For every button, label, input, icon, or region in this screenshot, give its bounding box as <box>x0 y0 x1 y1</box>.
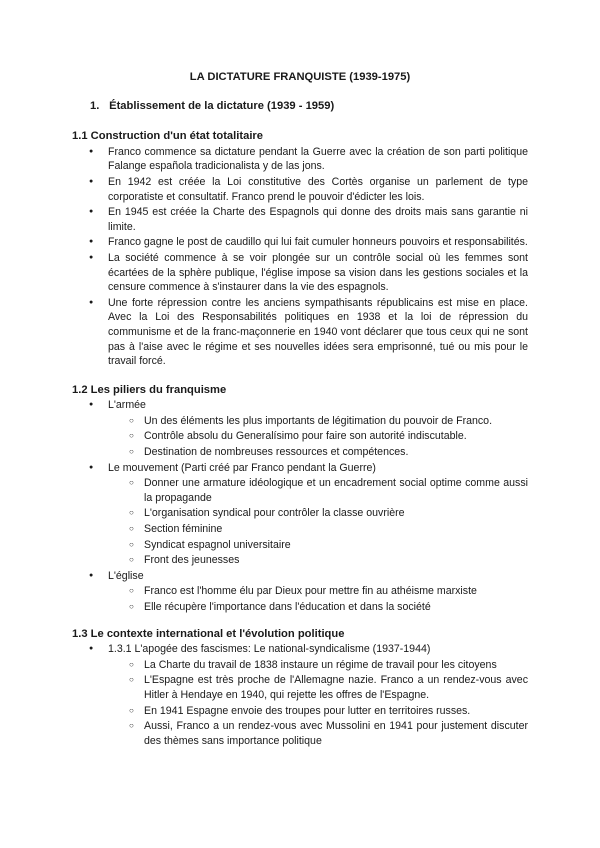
list-item: ○ Syndicat espagnol universitaire <box>72 538 528 553</box>
subsection-1-3-1-label: 1.3.1 L'apogée des fascismes: Le national-syndicalisme (1937-1944) <box>108 643 431 656</box>
list-item: ○ Aussi, Franco a un rendez-vous avec Mussolini en 1941 pour justement discuter des thèmes sans importance politique <box>72 719 528 748</box>
section-1-number: 1. <box>90 99 100 112</box>
list-item: ○ Donner une armature idéologique et un encadrement social optime comme aussi la propagande <box>72 476 528 505</box>
list-item: ○ L'Espagne est très proche de l'Allemagne nazie. Franco a un rendez-vous avec Hitler à Hendaye en 1940, qui rejette les offres de l'Espagne. <box>72 673 528 702</box>
list-item: ● Une forte répression contre les anciens sympathisants républicains est mise en place. Avec la Loi des Responsabilités politiques en 1938 et la loi de répression du communisme et de la franc-maçonnerie en 1940 vont déclarer que tous ceux qui ne sont pas à l'aise avec le régime et ses nouvelles idées sera emprisonné, tué ou mis pour le travail forcé. <box>72 296 528 369</box>
document-title: LA DICTATURE FRANQUISTE (1939-1975) <box>189 71 411 83</box>
pillar-church <box>72 569 528 615</box>
list-item: ● En 1942 est créée la Loi constitutive des Cortès organise un parlement de type corporatiste et consultatif. Franco prend le pouvoir d'édicter les lois. <box>72 175 528 204</box>
list-item: ● Franco commence sa dictature pendant la Guerre avec la création de son parti politique Falange española tradicionalista y de las jons. <box>72 145 528 174</box>
list-item: ○ Destination de nombreuses ressources et compétences. <box>72 445 528 460</box>
list-item: ○ La Charte du travail de 1838 instaure un régime de travail pour les citoyens <box>72 658 528 673</box>
section-1-title: Établissement de la dictature (1939 - 1959) <box>109 99 335 112</box>
pillar-church-list <box>108 584 528 614</box>
pillar-movement <box>72 461 528 568</box>
section-1-heading <box>90 99 528 114</box>
list-item: ● En 1945 est créée la Charte des Espagnols qui donne des droits mais sans garantie ni limite. <box>72 205 528 234</box>
list-item: ● Franco gagne le post de caudillo qui lui fait cumuler honneurs pouvoirs et responsabilités. <box>72 235 528 250</box>
pillar-movement-list <box>108 476 528 568</box>
subsection-1-1-heading: 1.1 Construction d'un état totalitaire <box>72 130 264 143</box>
list-item: ● La société commence à se voir plongée sur un contrôle social où les femmes sont écartées de la sphère publique, l'église impose sa vision dans les gestions sociales et la censure commence à s'instaurer dans la vie des espagnols. <box>72 251 528 295</box>
subsection-1-2-heading: 1.2 Les piliers du franquisme <box>72 383 227 396</box>
list-item: ○ Franco est l'homme élu par Dieux pour mettre fin au athéisme marxiste <box>72 584 528 599</box>
subsection-1-3-1 <box>72 642 528 748</box>
list-item: ○ Elle récupère l'importance dans l'éducation et dans la société <box>72 600 528 615</box>
pillar-movement-label: Le mouvement (Parti créé par Franco pendant la Guerre) <box>108 461 376 474</box>
subsection-1-3-heading: 1.3 Le contexte international et l'évolution politique <box>72 627 345 640</box>
subsection-1-2-list <box>72 398 528 614</box>
subsection-1-1-list <box>72 145 528 369</box>
list-item: ○ En 1941 Espagne envoie des troupes pour lutter en territoires russes. <box>72 704 528 719</box>
list-item: ○ Contrôle absolu du Generalísimo pour faire son autorité indiscutable. <box>72 429 528 444</box>
list-item: ○ Section féminine <box>72 522 528 537</box>
pillar-army-label: L'armée <box>108 399 146 412</box>
pillar-army-list <box>108 414 528 460</box>
list-item: ○ L'organisation syndical pour contrôler la classe ouvrière <box>72 506 528 521</box>
subsection-1-3-1-list <box>108 658 528 749</box>
subsection-1-3-list <box>72 642 528 748</box>
list-item: ○ Un des éléments les plus importants de légitimation du pouvoir de Franco. <box>72 414 528 429</box>
pillar-church-label: L'église <box>108 569 144 582</box>
list-item: ○ Front des jeunesses <box>72 553 528 568</box>
pillar-army <box>72 398 528 459</box>
